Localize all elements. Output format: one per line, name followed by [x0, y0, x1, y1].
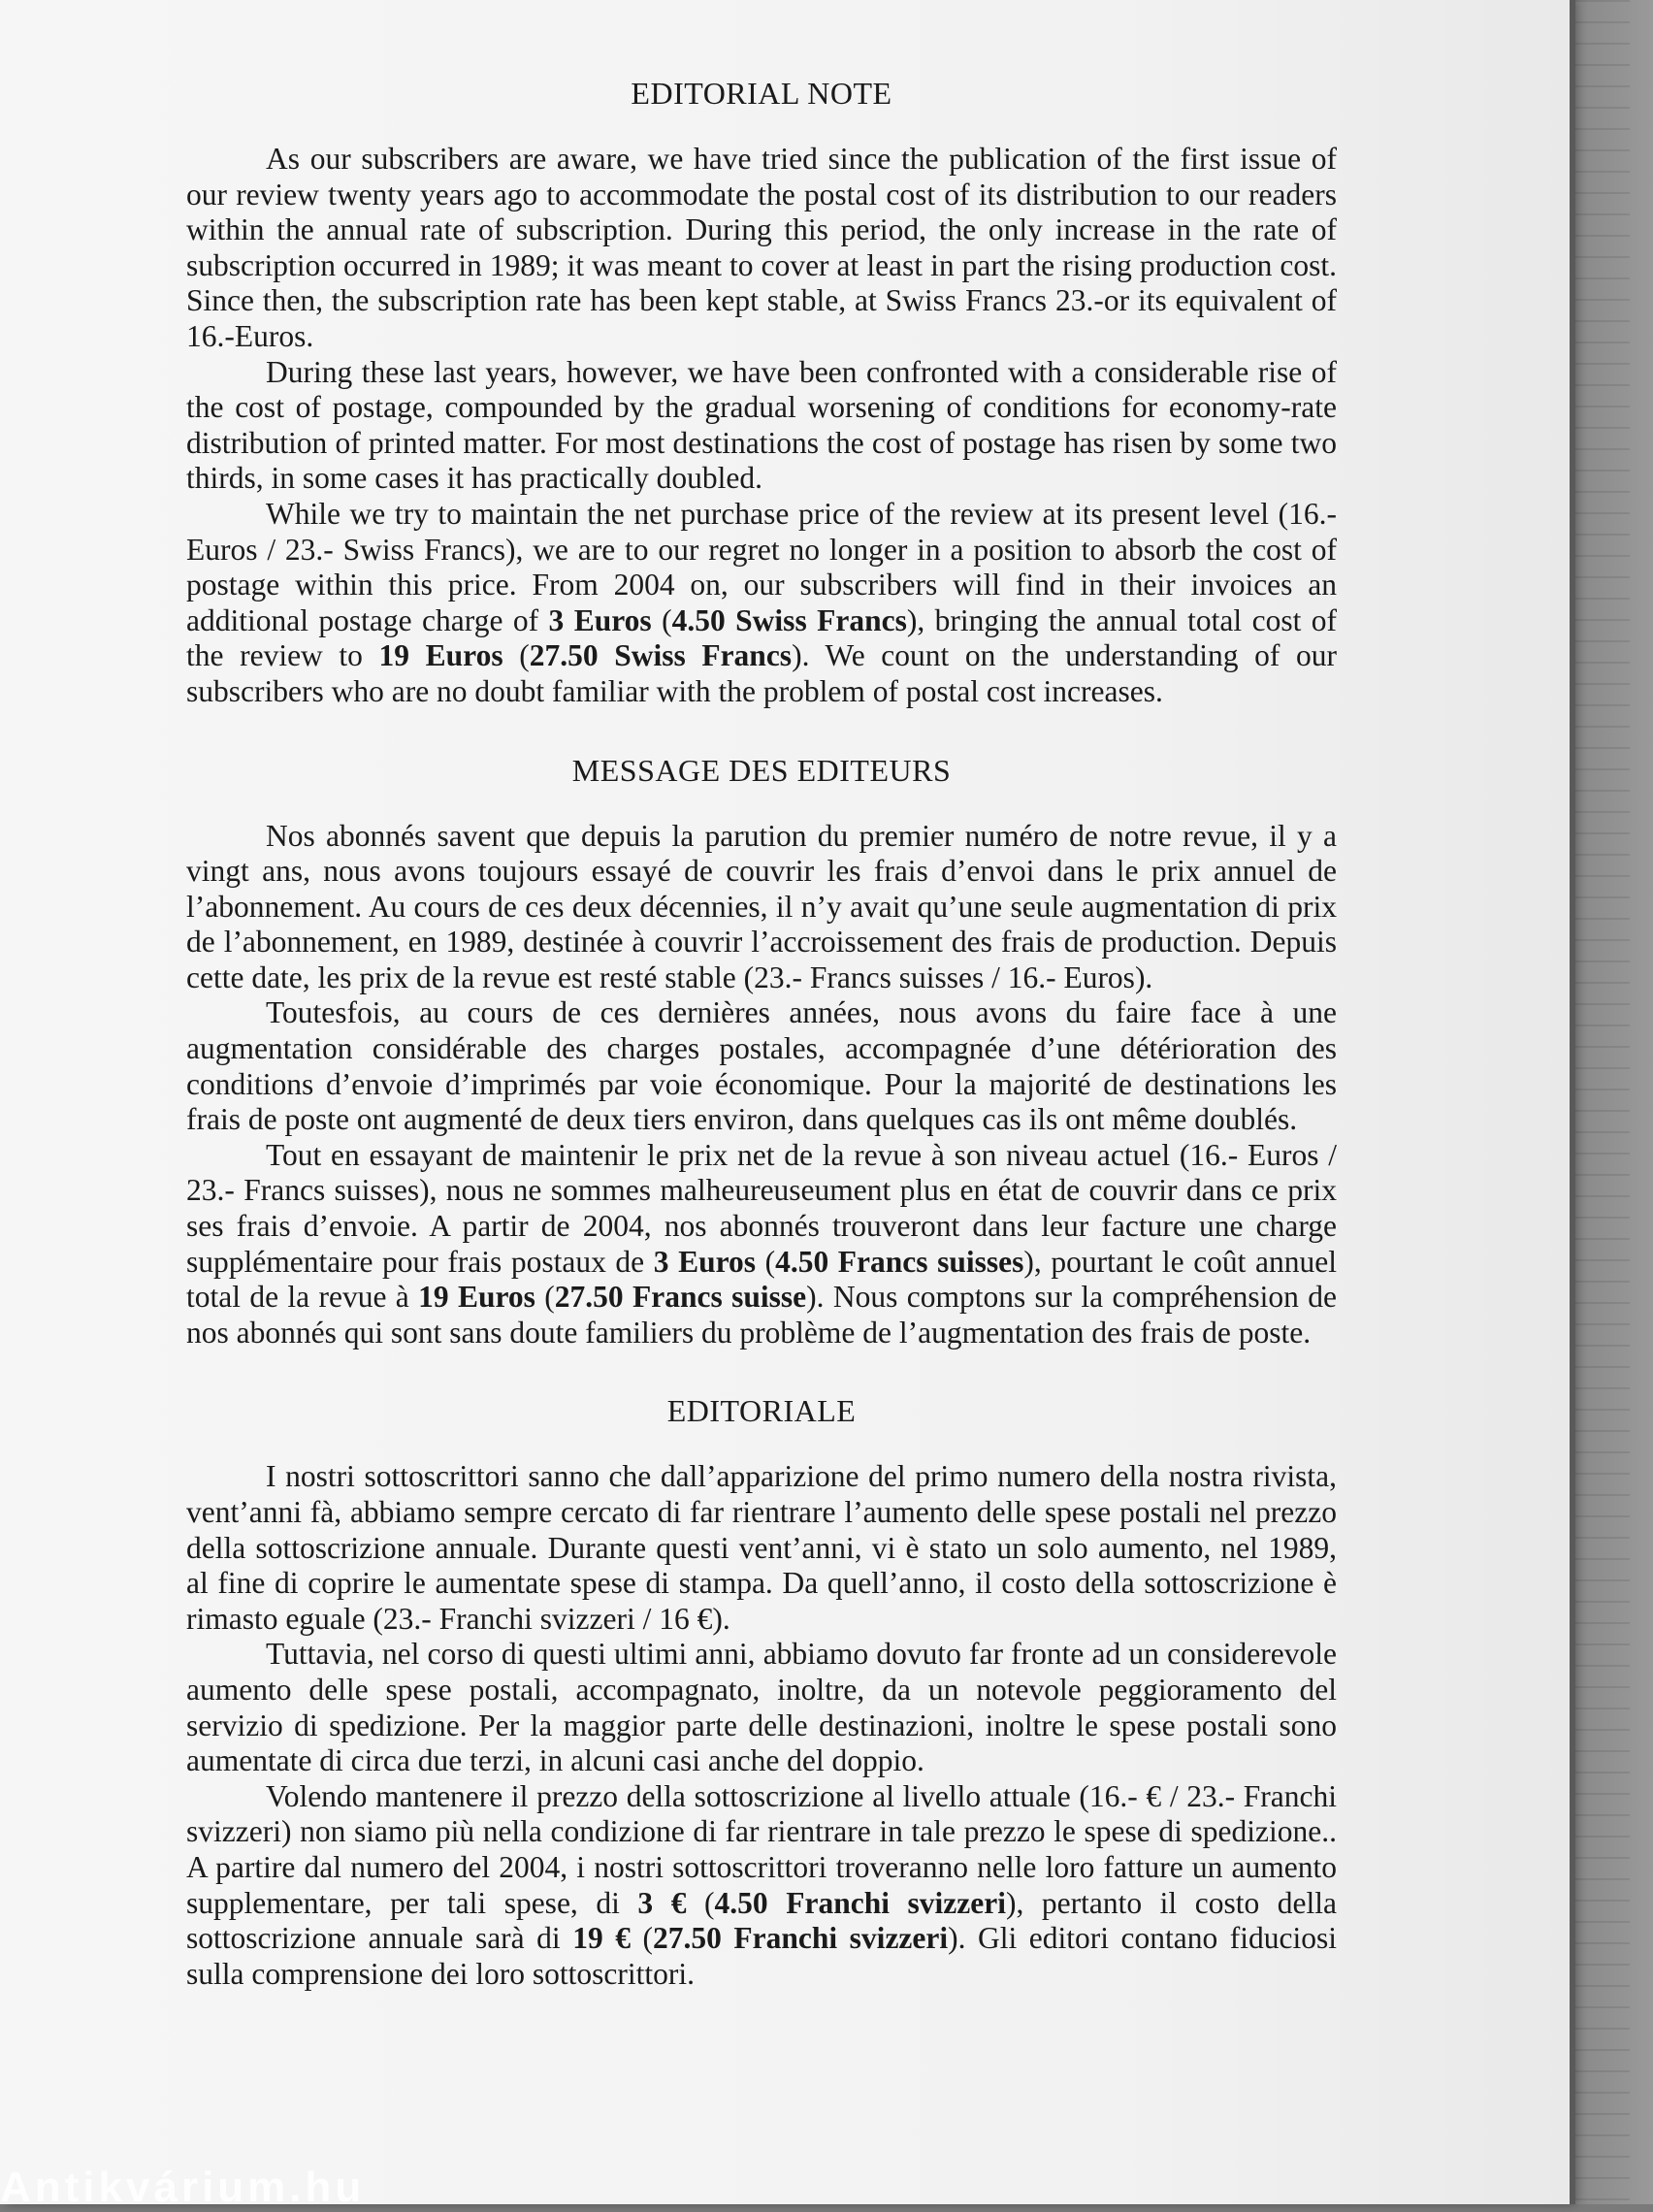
- english-paragraph-3: [186, 497, 1337, 710]
- page-edge: [1570, 0, 1575, 2204]
- section-english: [186, 70, 1337, 710]
- text-run: (: [651, 602, 672, 637]
- english-paragraph-2: During these last years, however, we have been confronted with a considerable rise of the cost of postage, compounded by the gradual worsening of conditions for economy-rate distribution of printed matter. For most destinations the cost of postage has risen by some two thirds, in some cases it has practically doubled.: [186, 354, 1337, 496]
- bold-run: 27.50 Francs suisse: [554, 1280, 807, 1315]
- bold-run: 19 €: [572, 1921, 631, 1956]
- bold-run: 3 Euros: [548, 602, 652, 637]
- text-run: (: [756, 1244, 776, 1279]
- section-italian: [186, 1387, 1337, 1992]
- text-run: (: [686, 1885, 715, 1920]
- heading-message-des-editeurs: MESSAGE DES EDITEURS: [571, 752, 952, 788]
- page-content: [186, 70, 1337, 1992]
- bold-run: 4.50 Swiss Francs: [671, 602, 907, 637]
- text-run: ), bringing the annual total cost of the review to: [186, 602, 1337, 673]
- text-run: ). Gli editori contano fiduciosi sulla comprensione dei loro sottoscrittori.: [186, 1921, 1338, 1991]
- heading-editorial-note: EDITORIAL NOTE: [631, 76, 892, 111]
- italian-paragraph-1: I nostri sottoscrittori sanno che dall’apparizione del primo numero della nostra rivista, vent’anni fà, abbiamo sempre cercato di far rientrare l’aumento delle spese postali nel prezzo della sottoscrizione annuale. Durante questi vent’anni, vi è stato un solo aumento, nel 1989, al fine di coprire le aumentate spese di stampa. Da quell’anno, il costo della sottoscrizione è rimasto eguale (23.- Franchi svizzeri / 16 €).: [186, 1459, 1337, 1636]
- text-run: (: [502, 638, 530, 673]
- bold-run: 27.50 Franchi svizzeri: [653, 1921, 949, 1956]
- text-run: Tout en essayant de maintenir le prix net de la revue à son niveau actuel (16.- Euros / 23.- Francs suisses), nous ne sommes malheureuseument plus en état de couvrir dans ce prix ses frais d’envoie. A partir de 2004, nos abonnés trouveront dans leur facture une charge supplémentaire pour frais postaux de: [186, 1137, 1337, 1279]
- text-run: While we try to maintain the net purchase price of the review at its present level (16.- Euros / 23.- Swiss Francs), we are to our regret no longer in a position to absorb the cost of postage within this price. From 2004 on, our subscribers will find in their invoices an additional postage charge of: [186, 496, 1337, 637]
- french-paragraph-2: Toutesfois, au cours de ces dernières années, nous avons du faire face à une augmentation considérable des charges postales, accompagnée d’une détérioration des conditions d’envoie d’imprimés par voie économique. Pour la majorité de destinations les frais de poste ont augmenté de deux tiers environ, dans quelques cas ils ont même doublés.: [186, 995, 1337, 1137]
- text-run: (: [631, 1921, 654, 1956]
- section-french: [186, 747, 1337, 1351]
- english-paragraph-1: As our subscribers are aware, we have tried since the publication of the first issue of our review twenty years ago to accommodate the postal cost of its distribution to our readers within the annual rate of subscription. During this period, the only increase in the rate of subscription occurred in 1989; it was meant to cover at least in part the rising production cost. Since then, the subscription rate has been kept stable, at Swiss Francs 23.-or its equivalent of 16.-Euros.: [186, 142, 1337, 353]
- text-run: Volendo mantenere il prezzo della sottoscrizione al livello attuale (16.- € / 23.- Franchi svizzeri) non siamo più nella condizione di far rientrare in tale prezzo le spese di spedizione.. A partire dal numero del 2004, i nostri sottoscrittori troveranno nelle loro fatture un aumento supplementare, per tali spese, di: [186, 1778, 1337, 1920]
- watermark: Antikvárium.hu: [0, 2163, 366, 2211]
- text-run: (: [535, 1280, 555, 1315]
- french-paragraph-1: Nos abonnés savent que depuis la parution du premier numéro de notre revue, il y a vingt ans, nous avons toujours essayé de couvrir les frais d’envoi dans le prix annuel de l’abonnement. Au cours de ces deux décennies, il n’y avait qu’une seule augmentation di prix de l’abonnement, en 1989, destinée à couvrir l’accroissement des frais de production. Depuis cette date, les prix de la revue est resté stable (23.- Francs suisses / 16.- Euros).: [186, 818, 1337, 994]
- bold-run: 4.50 Franchi svizzeri: [714, 1885, 1006, 1920]
- italian-paragraph-3: [186, 1779, 1337, 1993]
- bold-run: 3 €: [637, 1885, 687, 1920]
- italian-paragraph-2: Tuttavia, nel corso di questi ultimi anni, abbiamo dovuto far fronte ad un considerevole aumento delle spese postali, accompagnato, inoltre, da un notevole peggioramento del servizio di spedizione. Per la maggior parte delle destinazioni, inoltre le spese postali sono aumentate di circa due terzi, in alcuni casi anche del doppio.: [186, 1637, 1337, 1778]
- bold-run: 27.50 Swiss Francs: [529, 638, 793, 673]
- text-run: ). We count on the understanding of our subscribers who are no doubt familiar with the problem of postal cost increases.: [186, 638, 1337, 708]
- bold-run: 4.50 Francs suisses: [775, 1244, 1024, 1279]
- bold-run: 3 Euros: [653, 1244, 757, 1279]
- heading-editoriale: EDITORIALE: [666, 1393, 857, 1429]
- text-run: ). Nous comptons sur la compréhension de nos abonnés qui sont sans doute familiers du problème de l’augmentation des frais de poste.: [186, 1280, 1338, 1350]
- bold-run: 19 Euros: [378, 638, 503, 673]
- bold-run: 19 Euros: [418, 1280, 535, 1315]
- french-paragraph-3: [186, 1138, 1337, 1351]
- text-run: ), pertanto il costo della sottoscrizione annuale sarà di: [186, 1885, 1338, 1956]
- text-run: ), pourtant le coût annuel total de la revue à: [186, 1244, 1337, 1315]
